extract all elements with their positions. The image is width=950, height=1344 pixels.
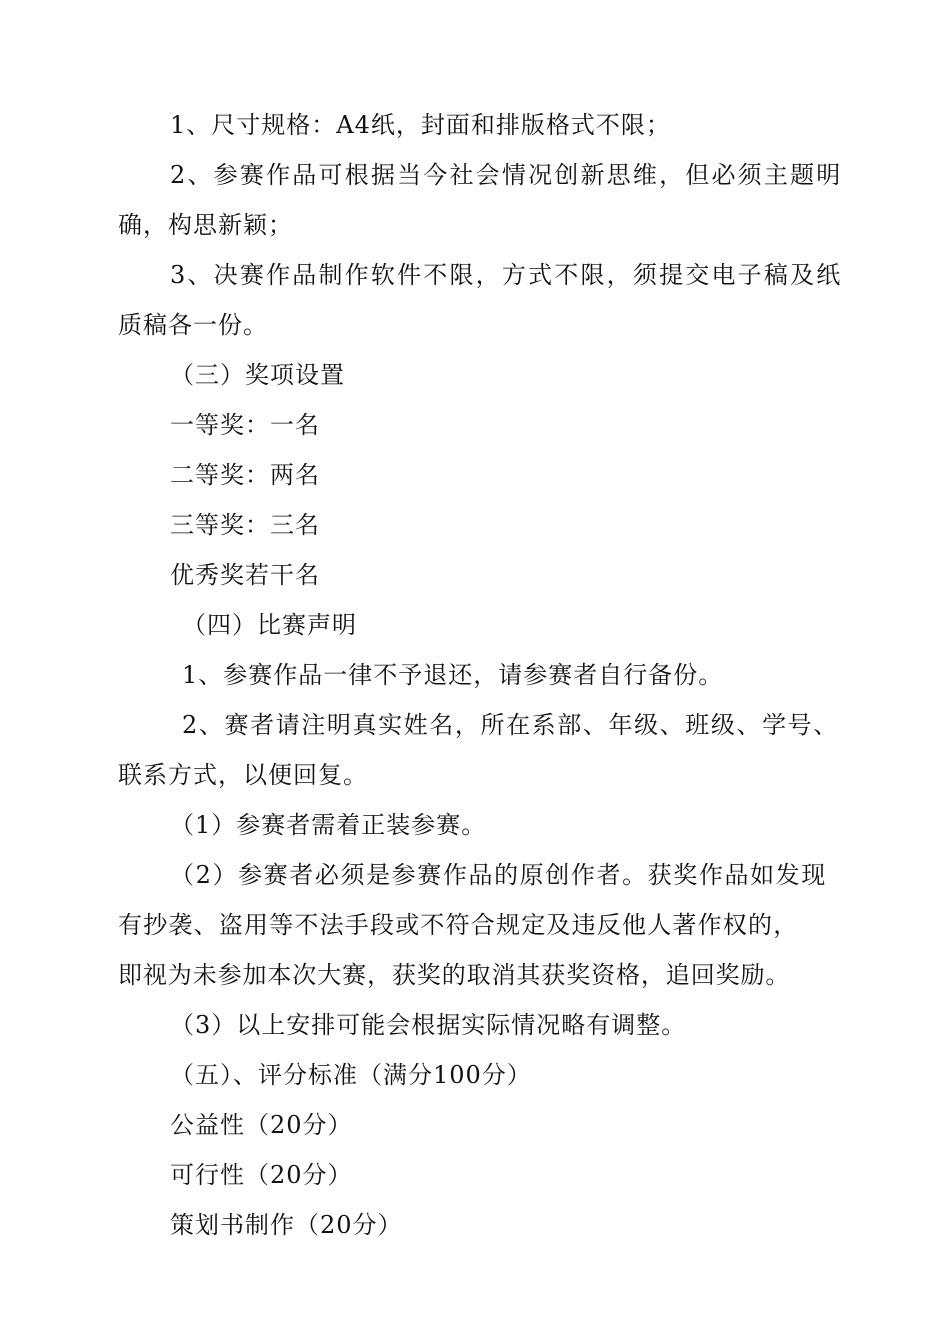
statement-contact-info-cont: 联系方式，以便回复。 (118, 761, 368, 789)
award-second-prize: 二等奖：两名 (170, 461, 320, 489)
score-proposal-production: 策划书制作（20分） (170, 1211, 403, 1239)
statement-adjustment: （3）以上安排可能会根据实际情况略有调整。 (170, 1011, 687, 1039)
section-heading-scoring: （五）、评分标准（满分100分） (170, 1061, 532, 1089)
statement-dress-code: （1）参赛者需着正装参赛。 (170, 811, 487, 839)
rule-creative-theme: 2、参赛作品可根据当今社会情况创新思维，但必须主题明 (170, 161, 843, 189)
rule-creative-theme-cont: 确，构思新颖； (118, 211, 293, 239)
rule-final-submission-cont: 质稿各一份。 (118, 311, 268, 339)
statement-originality-cont2: 即视为未参加本次大赛，获奖的取消其获奖资格，追回奖励。 (118, 961, 791, 989)
rule-final-submission: 3、决赛作品制作软件不限，方式不限，须提交电子稿及纸 (170, 261, 843, 289)
section-heading-statement: （四）比赛声明 (182, 611, 357, 639)
section-heading-awards: （三）奖项设置 (170, 361, 345, 389)
award-excellence: 优秀奖若干名 (170, 561, 320, 589)
statement-no-return: 1、参赛作品一律不予退还，请参赛者自行备份。 (182, 661, 724, 689)
statement-contact-info: 2、赛者请注明真实姓名，所在系部、年级、班级、学号、 (182, 711, 839, 739)
score-feasibility: 可行性（20分） (170, 1161, 353, 1189)
rule-size-format: 1、尺寸规格：A4纸，封面和排版格式不限； (170, 111, 671, 139)
award-first-prize: 一等奖：一名 (170, 411, 320, 439)
statement-originality-cont: 有抄袭、盗用等不法手段或不符合规定及违反他人著作权的， (118, 911, 799, 939)
award-third-prize: 三等奖：三名 (170, 511, 320, 539)
statement-originality: （2）参赛者必须是参赛作品的原创作者。获奖作品如发现 (170, 861, 827, 889)
score-public-welfare: 公益性（20分） (170, 1111, 353, 1139)
